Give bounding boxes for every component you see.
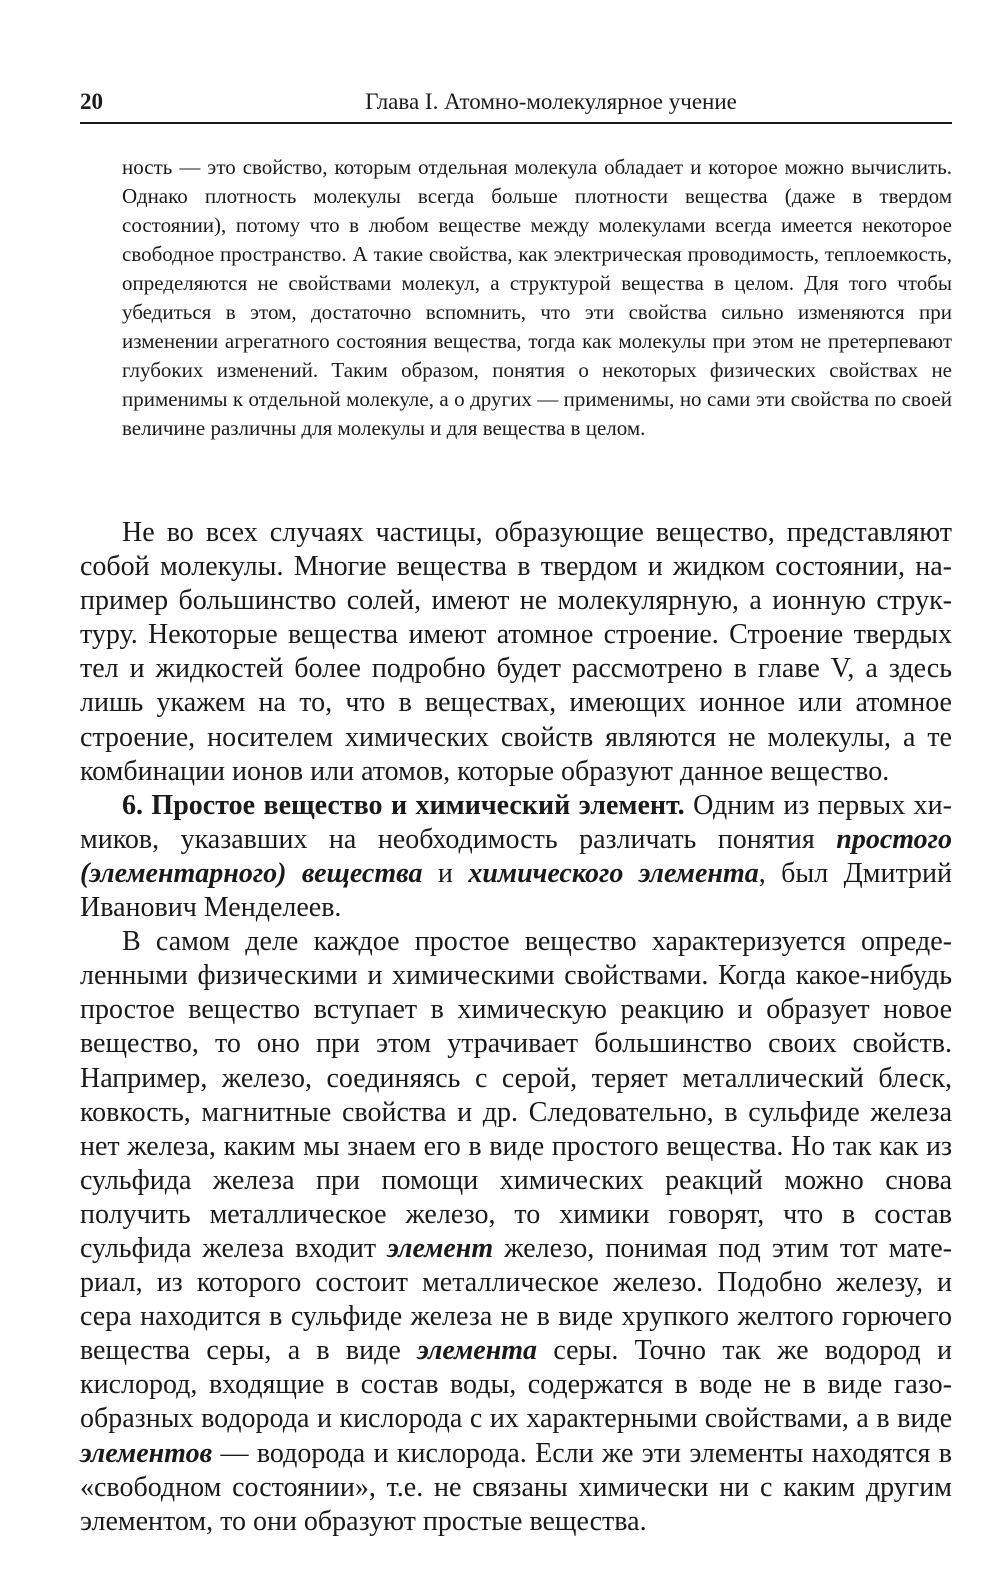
paragraph-text: железо, понимая под этим тот материал, из которого состоит металлическое железо. Подобно железу, и сера находится в сульфиде железа не в виде хрупкого желтого горючего вещества серы, а в виде [80,1232,952,1367]
term-chemical-element: химического элемента [468,857,759,889]
paragraph-text: — водорода и кислорода. Если же эти элементы находятся в «свободном состоянии», т.е. не связаны химически ни с каким другим элементом, то они образуют простые вещества. [80,1437,952,1537]
term-simple-substance: простого (элементарного) вещества [80,823,952,889]
small-print-paragraph [122,153,952,443]
paragraph-text: Одним из первых химиков, указавших на необходимость различать понятия [80,789,952,855]
paragraph-text: серы. Точно так же водород и кислород, входящие в состав воды, содержатся в воде не в виде газообразных водорода и кислорода с их характерными свойствами, а в виде [80,1335,952,1435]
running-head [80,88,952,118]
paragraph-particles: Не во всех случаях частицы, образующие вещество, представляют собой молекулы. Многие вещества в твердом и жидком состоянии, например большинство солей, имеют не молекулярную, а ионную структуру. Некоторые вещества имеют атомное строение. Строение твердых тел и жидкостей более подробно будет рассмотрено в главе V, а здесь лишь укажем на то, что в веществах, имеющих ионное или атомное строение, носителем химических свойств являются не молекулы, а те комбинации ионов или атомов, которые образуют данное вещество. [80,517,952,787]
paragraph-text: В самом деле каждое простое вещество характеризуется определенными физическими и химическими свойствами. Когда какое-нибудь простое вещество вступает в химическую реакцию и образует новое вещество, то оно при этом утрачивает большинство своих свойств. Например, железо, соединяясь с серой, теряет металлический блеск, ковкость, магнитные свойства и др. Следовательно, в сульфиде железа нет железа, каким мы знаем его в виде простого вещества. Но так как из сульфида железа при помощи химических реакций можно снова получить металлическое железо, то химики говорят, что в состав сульфида железа входит [80,926,952,1264]
main-text [80,516,952,1539]
small-print-text: ность — это свойство, которым отдельная молекула обладает и которое можно вычислить. Однако плотность молекулы всегда больше плотности вещества (даже в твердом состоянии), потому что в любом веществе между молекулами всегда имеется некоторое свободное пространство. А такие свойства, как электрическая проводимость, теплоемкость, определяются не свойствами молекул, а структурой вещества в целом. Для того чтобы убедиться в этом, достаточно вспомнить, что эти свойства сильно изменяются при изменении агрегатного состояния вещества, тогда как молекулы при этом не претерпевают глубоких изменений. Таким образом, понятия о некоторых физических свойствах не применимы к отдельной молекуле, а о других — применимы, но сами эти свойства по своей величине различны для молекулы и для вещества в целом. [122,155,952,440]
page-number: 20 [80,89,103,114]
section-heading: 6. Простое вещество и химический элемент. [122,789,685,821]
term-element-genitive: элемента [417,1335,538,1367]
header-divider [80,122,952,124]
paragraph-text: и [422,857,469,889]
chapter-title: Глава I. Атомно-молекулярное учение [365,89,737,114]
term-element: элемент [387,1232,494,1264]
paragraph-text: , был Дмитрий Иванович Менделеев. [80,857,953,924]
paragraph-element-explanation [80,925,952,1539]
term-elements: элементов [80,1437,213,1469]
paragraph-section-6 [80,789,952,925]
